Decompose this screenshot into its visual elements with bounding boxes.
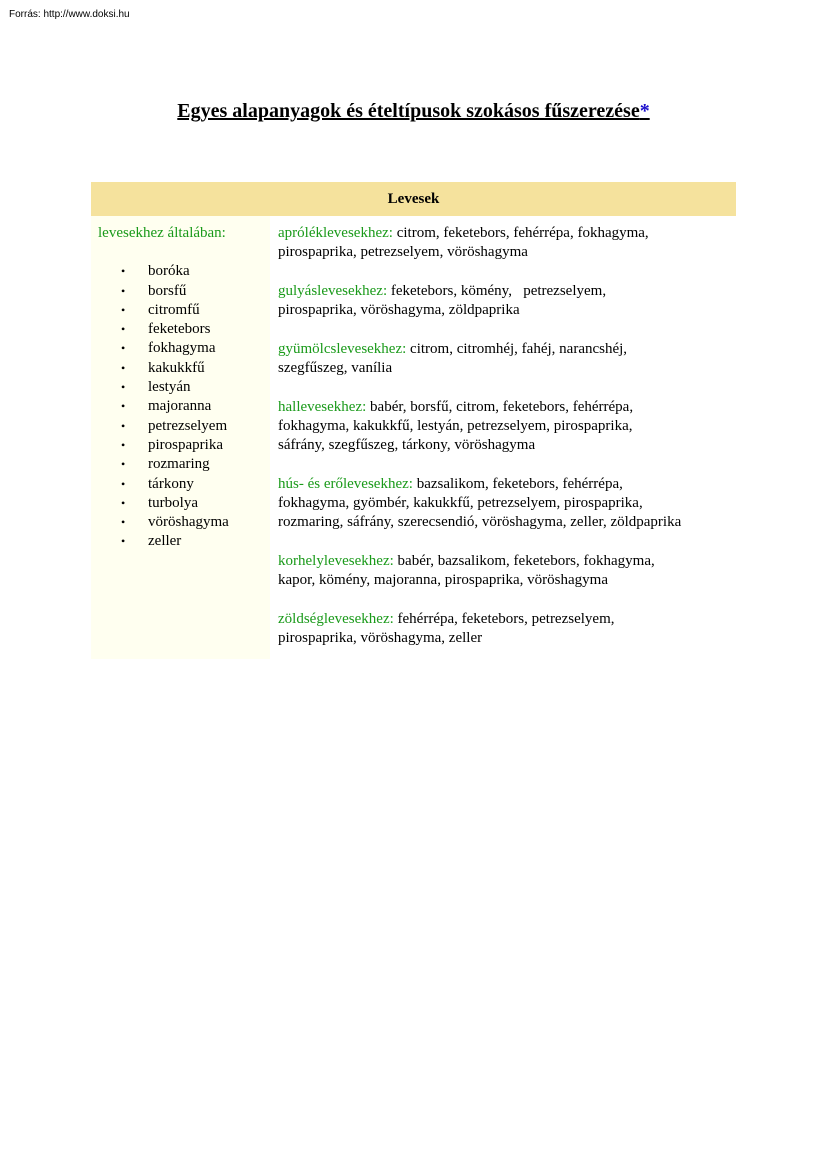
- table-header: Levesek: [91, 182, 736, 216]
- soup-entry: [278, 475, 736, 533]
- soup-type-label: hallevesekhez:: [278, 398, 367, 415]
- soup-entry: [278, 224, 736, 263]
- general-label: levesekhez általában:: [98, 225, 226, 241]
- spice-text: feketebors, kömény, petrezselyem,: [387, 282, 607, 299]
- page-title: [0, 100, 827, 123]
- list-item: • turbolya: [148, 494, 270, 513]
- soup-type-label: gulyáslevesekhez:: [278, 282, 388, 299]
- soup-types-column: [270, 216, 736, 659]
- soup-entry: [278, 398, 736, 456]
- soup-type-label: gyümölcslevesekhez:: [278, 340, 407, 357]
- list-item: • borsfű: [148, 282, 270, 301]
- general-spice-list: [98, 262, 270, 551]
- spice-text: citrom, feketebors, fehérrépa, fokhagyma,: [392, 225, 649, 241]
- soup-type-label: hús- és erőlevesekhez:: [278, 475, 413, 492]
- list-item: • kakukkfű: [148, 359, 270, 378]
- soup-type-label: apróléklevesekhez:: [278, 225, 393, 241]
- list-item: • pirospaprika: [148, 436, 270, 455]
- spice-text: babér, bazsalikom, feketebors, fokhagyma,: [393, 553, 655, 570]
- soup-entry: [278, 282, 736, 321]
- spice-text: citrom, citromhéj, fahéj, narancshéj,: [406, 340, 628, 357]
- spice-text: pirospaprika, vöröshagyma, zeller: [278, 630, 483, 647]
- spice-table: [91, 182, 736, 659]
- list-item: • feketebors: [148, 320, 270, 339]
- spice-text: bazsalikom, feketebors, fehérrépa,: [412, 475, 623, 492]
- soup-type-label: korhelylevesekhez:: [278, 553, 394, 570]
- list-item: • petrezselyem: [148, 417, 270, 436]
- list-item: • vöröshagyma: [148, 513, 270, 532]
- title-text: Egyes alapanyagok és ételtípusok szokásos fűszerezése: [177, 100, 640, 122]
- soup-type-label: zöldséglevesekhez:: [278, 610, 394, 627]
- spice-text: fokhagyma, gyömbér, kakukkfű, petrezselyem, pirospaprika,: [278, 495, 643, 512]
- soup-entry: [278, 340, 736, 379]
- spice-text: babér, borsfű, citrom, feketebors, fehérrépa,: [366, 398, 634, 415]
- title-footnote-link[interactable]: *: [639, 100, 650, 122]
- list-item: • boróka: [148, 262, 270, 281]
- list-item: • rozmaring: [148, 455, 270, 474]
- list-item: • citromfű: [148, 301, 270, 320]
- spice-text: fokhagyma, kakukkfű, lestyán, petrezselyem, pirospaprika,: [278, 417, 633, 434]
- list-item: • lestyán: [148, 378, 270, 397]
- spice-text: szegfűszeg, vanília: [278, 360, 393, 377]
- list-item: • fokhagyma: [148, 339, 270, 358]
- source-line: Forrás: http://www.doksi.hu: [9, 9, 130, 20]
- soup-entry: [278, 552, 736, 591]
- table-row: [91, 216, 736, 659]
- general-column: [91, 216, 270, 659]
- spice-text: kapor, kömény, majoranna, pirospaprika, vöröshagyma: [278, 572, 608, 589]
- spice-text: pirospaprika, vöröshagyma, zöldpaprika: [278, 302, 520, 319]
- spice-text: sáfrány, szegfűszeg, tárkony, vöröshagyma: [278, 437, 536, 454]
- list-item: • zeller: [148, 532, 270, 551]
- list-item: • majoranna: [148, 397, 270, 416]
- soup-entry: [278, 610, 736, 649]
- spice-text: pirospaprika, petrezselyem, vöröshagyma: [278, 244, 528, 261]
- spice-text: rozmaring, sáfrány, szerecsendió, vöröshagyma, zeller, zöldpaprika: [278, 514, 682, 531]
- spice-text: fehérrépa, feketebors, petrezselyem,: [393, 610, 615, 627]
- list-item: • tárkony: [148, 475, 270, 494]
